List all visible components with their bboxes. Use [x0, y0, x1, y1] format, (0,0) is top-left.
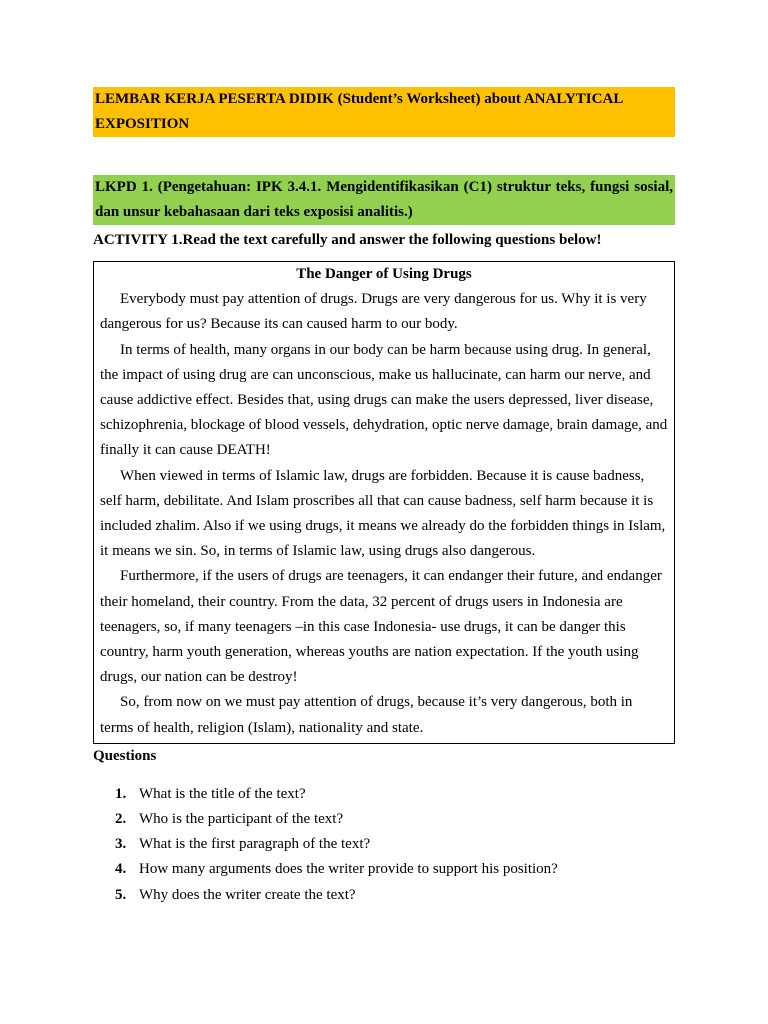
question-item — [93, 857, 675, 882]
lkpd-objective: LKPD 1. (Pengetahuan: IPK 3.4.1. Mengidentifikasikan (C1) struktur teks, fungsi sosial, dan unsur kebahasaan dari teks exposisi analitis.) — [93, 175, 675, 225]
question-item — [93, 807, 675, 832]
reading-paragraph: Furthermore, if the users of drugs are teenagers, it can endanger their future, and endanger their homeland, their country. From the data, 32 percent of drugs users in Indonesia are teenagers, so, if many teenagers –in this case Indonesia- use drugs, it can be danger this country, harm youth generation, whereas youths are nation expectation. If the youth using drugs, our nation can be destroy! — [100, 568, 662, 686]
worksheet-page — [93, 87, 675, 908]
question-text: Why does the writer create the text? — [139, 886, 356, 903]
questions-list — [93, 782, 675, 908]
question-item — [93, 782, 675, 807]
reading-text-title: The Danger of Using Drugs — [296, 266, 472, 282]
question-number: 4. — [115, 861, 127, 878]
question-number: 5. — [115, 886, 127, 903]
question-text: What is the title of the text? — [139, 785, 306, 802]
question-item — [93, 883, 675, 908]
question-number: 3. — [115, 836, 127, 853]
reading-text-box — [93, 261, 675, 744]
question-text: What is the first paragraph of the text? — [139, 836, 371, 853]
questions-heading: Questions — [93, 747, 157, 764]
question-text: Who is the participant of the text? — [139, 811, 344, 828]
question-item — [93, 832, 675, 857]
question-number: 2. — [115, 811, 127, 828]
question-text: How many arguments does the writer provide to support his position? — [139, 861, 558, 878]
worksheet-title: LEMBAR KERJA PESERTA DIDIK (Student’s Worksheet) about ANALYTICAL EXPOSITION — [93, 87, 675, 137]
reading-paragraph: In terms of health, many organs in our body can be harm because using drug. In general, the impact of using drug are can unconscious, make us hallucinate, can harm our nerve, and cause addictive effect. Besides that, using drugs can make the users depressed, liver disease, schizophrenia, blockage of blood vessels, dehydration, optic nerve damage, brain damage, and finally it can cause DEATH! — [100, 341, 668, 459]
reading-paragraph: Everybody must pay attention of drugs. Drugs are very dangerous for us. Why it is very dangerous for us? Because its can caused harm to our body. — [100, 291, 647, 333]
activity-instruction: ACTIVITY 1.Read the text carefully and answer the following questions below! — [93, 232, 602, 248]
reading-paragraph: When viewed in terms of Islamic law, drugs are forbidden. Because it is cause badness, self harm, debilitate. And Islam proscribes all that can cause badness, self harm because it is included zhalim. Also if we using drugs, it means we already do the forbidden things in Islam, it means we sin. So, in terms of Islamic law, using drugs also dangerous. — [100, 467, 666, 560]
reading-paragraph: So, from now on we must pay attention of drugs, because it’s very dangerous, both in terms of health, religion (Islam), nationality and state. — [100, 694, 633, 736]
question-number: 1. — [115, 785, 127, 802]
